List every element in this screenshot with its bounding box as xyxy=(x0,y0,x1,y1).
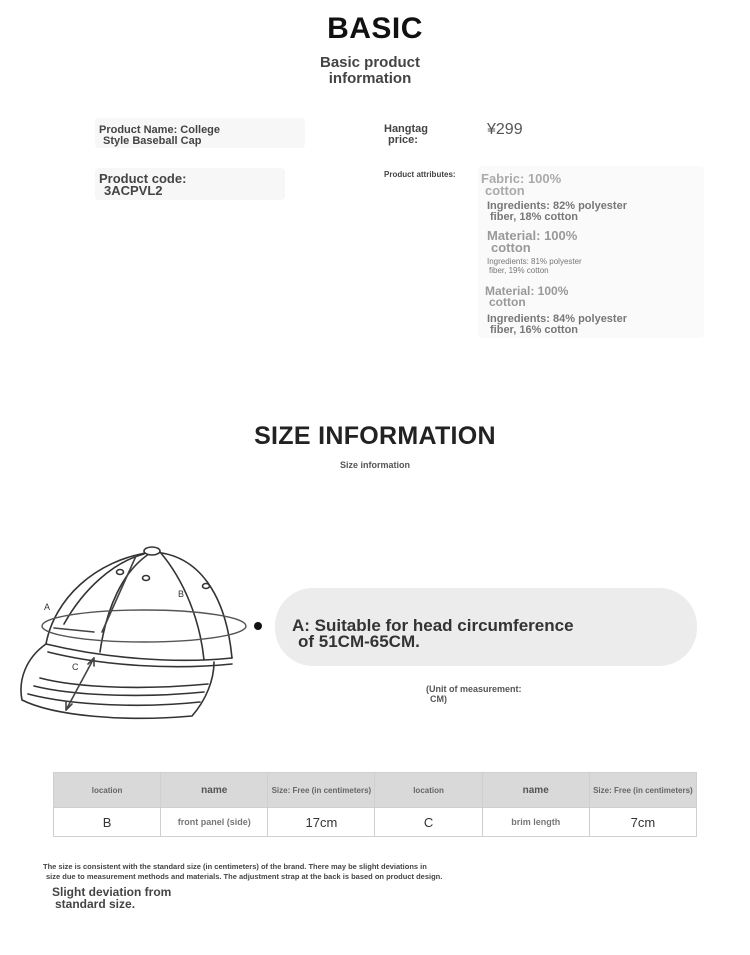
deviation-note-line1: Slight deviation from xyxy=(52,885,172,899)
cell-size-c: 7cm xyxy=(589,808,696,837)
header-size-2: Size: Free (in centimeters) xyxy=(589,773,696,808)
product-name xyxy=(99,125,220,147)
attributes-label: Product attributes: xyxy=(384,170,456,179)
attr-ingredients-3 xyxy=(487,314,627,336)
cell-size-b: 17cm xyxy=(268,808,375,837)
attr-ingredients-2-line1: Ingredients: 81% polyester xyxy=(487,257,582,266)
basic-title: BASIC xyxy=(327,12,423,45)
attr-ingredients-2 xyxy=(487,257,582,275)
cell-name-brim: brim length xyxy=(482,808,589,837)
header-location-2: location xyxy=(375,773,482,808)
attr-ingredients-1-line2: fiber, 18% cotton xyxy=(490,211,579,223)
bullet-dot xyxy=(254,622,262,630)
label-a: A xyxy=(44,602,51,612)
product-code-line1: Product code: xyxy=(99,171,187,186)
header-location-1: location xyxy=(54,773,161,808)
attr-fabric-line1: Fabric: 100% xyxy=(481,171,562,186)
header-size-1: Size: Free (in centimeters) xyxy=(268,773,375,808)
attr-ingredients-2-line2: fiber, 19% cotton xyxy=(489,266,549,275)
size-note xyxy=(43,862,563,881)
product-name-line1: Product Name: College xyxy=(99,124,221,136)
cap-diagram xyxy=(14,540,254,740)
attr-material-2-line1: Material: 100% xyxy=(485,284,569,298)
cell-name-front-panel: front panel (side) xyxy=(161,808,268,837)
head-circumference-text xyxy=(292,618,574,650)
deviation-note xyxy=(52,886,171,910)
attr-ingredients-1 xyxy=(487,201,627,223)
hangtag-price: ¥299 xyxy=(487,121,523,138)
head-circumference-line1: A: Suitable for head circumference xyxy=(292,616,574,635)
size-table xyxy=(53,772,697,837)
product-code xyxy=(99,173,186,197)
circumference-ellipse xyxy=(42,610,246,642)
size-title: SIZE INFORMATION xyxy=(254,422,496,450)
table-row xyxy=(54,808,697,837)
hangtag-label xyxy=(384,124,428,146)
cell-location-b: B xyxy=(54,808,161,837)
attr-material-1-line1: Material: 100% xyxy=(487,228,578,243)
cap-brim xyxy=(21,644,214,718)
attr-ingredients-3-line2: fiber, 16% cotton xyxy=(490,324,579,336)
product-code-line2: 3ACPVL2 xyxy=(104,183,163,198)
product-name-line2: Style Baseball Cap xyxy=(103,135,202,147)
basic-subtitle-line2: information xyxy=(328,70,412,87)
cell-location-c: C xyxy=(375,808,482,837)
attr-fabric xyxy=(481,173,561,197)
header-name-2: name xyxy=(482,773,589,808)
unit-note xyxy=(426,684,522,704)
attr-material-1-line2: cotton xyxy=(491,240,531,255)
header-name-1: name xyxy=(161,773,268,808)
attr-ingredients-1-line1: Ingredients: 82% polyester xyxy=(487,200,627,212)
basic-subtitle-line1: Basic product xyxy=(319,54,421,71)
attr-material-2-line2: cotton xyxy=(489,295,526,309)
unit-note-line2: CM) xyxy=(430,694,447,704)
size-table-header xyxy=(54,773,697,808)
cap-button xyxy=(144,547,160,555)
head-circumference-line2: of 51CM-65CM. xyxy=(298,632,420,651)
deviation-note-line2: standard size. xyxy=(55,897,136,911)
attr-material-1 xyxy=(487,230,577,254)
label-c: C xyxy=(72,662,79,672)
unit-note-line1: (Unit of measurement: xyxy=(426,684,522,694)
label-b: B xyxy=(178,589,185,599)
size-note-line1: The size is consistent with the standard size (in centimeters) of the brand. There may be slight deviations in xyxy=(43,862,427,871)
attr-material-2 xyxy=(485,286,568,308)
size-subtitle: Size information xyxy=(339,460,410,470)
basic-subtitle xyxy=(300,55,440,87)
attr-fabric-line2: cotton xyxy=(485,183,525,198)
hangtag-label-line1: Hangtag xyxy=(384,123,428,135)
attr-ingredients-3-line1: Ingredients: 84% polyester xyxy=(487,313,627,325)
size-note-line2: size due to measurement methods and materials. The adjustment strap at the back is based on product design. xyxy=(46,871,443,881)
hangtag-label-line2: price: xyxy=(388,134,418,146)
